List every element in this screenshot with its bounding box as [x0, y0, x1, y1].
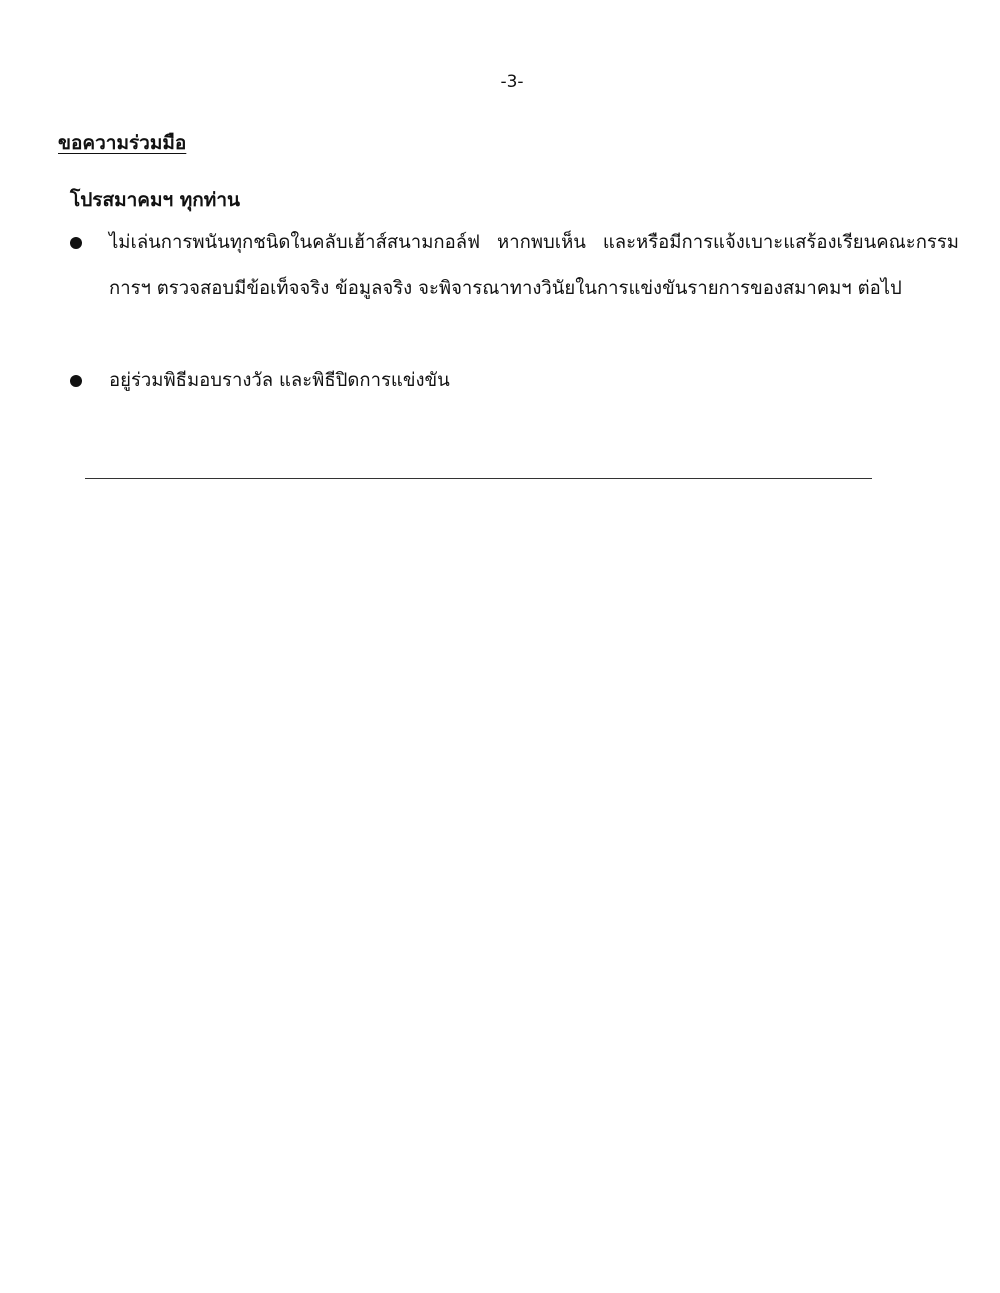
bullet-icon	[70, 375, 82, 387]
subheading: โปรสมาคมฯ ทุกท่าน	[70, 189, 240, 211]
section-title: ขอความร่วมมือ	[58, 132, 187, 154]
page-number: -3-	[500, 72, 524, 92]
list-item-text: ไม่เล่นการพนันทุกชนิดในคลับเฮ้าส์สนามกอล์ฟ หากพบเห็น และหรือมีการแจ้งเบาะแสร้องเรียนคณะกรรมการฯ ตรวจสอบมีข้อเท็จจริง ข้อมูลจริง จะพิจารณาทางวินัยในการแข่งขันรายการของสมาคมฯ ต่อไป	[109, 232, 959, 299]
list-item-text: อยู่ร่วมพิธีมอบรางวัล และพิธีปิดการแข่งขัน	[109, 370, 450, 391]
divider-line	[85, 478, 872, 479]
bullet-icon	[70, 237, 82, 249]
